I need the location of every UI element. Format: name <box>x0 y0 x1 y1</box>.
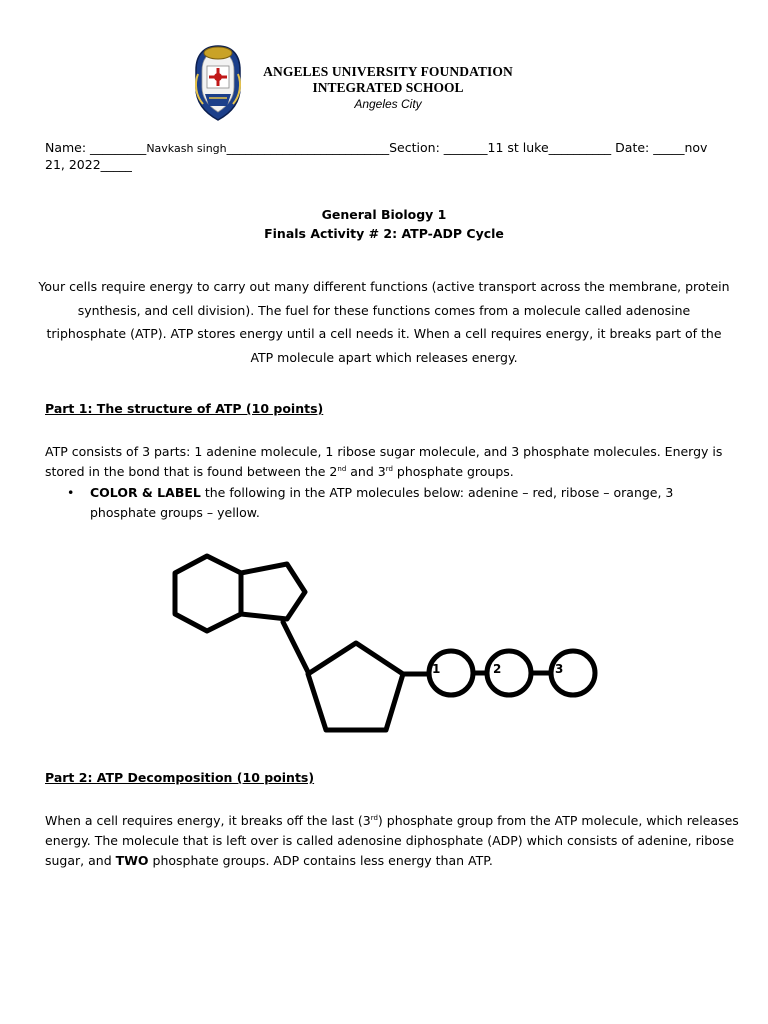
intro-line: triphosphate (ATP). ATP stores energy until a cell needs it. When a cell requires energy, it breaks part of the <box>46 326 722 341</box>
adenine-hexagon <box>175 556 241 631</box>
student-info-line <box>45 140 735 173</box>
atp-molecule-diagram <box>0 540 768 740</box>
part2-paragraph <box>45 811 745 871</box>
date-label: Date: _____ <box>615 140 685 155</box>
activity-title: Finals Activity # 2: ATP-ADP Cycle <box>264 226 504 241</box>
date-value-1: nov <box>684 140 708 155</box>
school-subtitle: INTEGRATED SCHOOL <box>312 80 464 95</box>
section-label: Section: _______ <box>389 140 488 155</box>
bullet-bold-text: COLOR & LABEL <box>90 485 201 500</box>
school-city: Angeles City <box>354 97 422 111</box>
part2-text: phosphate groups. ADP contains less energy than ATP. <box>148 853 493 868</box>
superscript: rd <box>370 814 378 822</box>
part1-text: and 3 <box>346 464 386 479</box>
school-name: ANGELES UNIVERSITY FOUNDATION <box>263 64 513 79</box>
name-trailing: __________________________ <box>226 140 390 155</box>
superscript: nd <box>337 465 347 473</box>
part2-heading: Part 2: ATP Decomposition (10 points) <box>45 770 315 785</box>
name-value: Navkash singh <box>146 142 227 155</box>
adenine-ribose-bond <box>283 622 308 672</box>
bullet-text: the following in the ATP molecules below: adenine – red, ribose – orange, 3 <box>200 485 674 500</box>
part2-bold-text: TWO <box>115 853 149 868</box>
part2-text: sugar, and <box>45 853 116 868</box>
phosphate-label: 2 <box>493 662 502 676</box>
course-title: General Biology 1 <box>321 207 447 222</box>
part1-text: stored in the bond that is found between the 2 <box>45 464 338 479</box>
part2-line <box>45 851 745 871</box>
date-value-2: 21, 2022 <box>45 157 101 172</box>
part1-text: phosphate groups. <box>392 464 514 479</box>
part2-text: ) phosphate group from the ATP molecule, which releases <box>377 813 739 828</box>
section-value: 11 st luke <box>487 140 549 155</box>
intro-line: Your cells require energy to carry out many different functions (active transport across the membrane, protein <box>38 279 730 294</box>
phosphate-label: 1 <box>432 662 441 676</box>
part2-text: When a cell requires energy, it breaks off the last (3 <box>45 813 371 828</box>
part1-bullet <box>45 483 745 523</box>
school-seal-logo <box>193 44 243 122</box>
intro-line: ATP molecule apart which releases energy. <box>250 349 518 365</box>
part1-line: ATP consists of 3 parts: 1 adenine molecule, 1 ribose sugar molecule, and 3 phosphate molecules. Energy is <box>45 444 723 459</box>
adenine-pentagon <box>241 564 305 619</box>
superscript: rd <box>385 465 393 473</box>
part1-heading: Part 1: The structure of ATP (10 points) <box>45 401 324 416</box>
part2-line: energy. The molecule that is left over is called adenosine diphosphate (ADP) which consists of adenine, ribose <box>45 833 735 848</box>
ribose-pentagon <box>308 643 403 730</box>
part1-paragraph <box>45 442 745 482</box>
bullet-dot: • <box>67 485 75 500</box>
date-trailing: _____ <box>100 157 132 172</box>
part1-line <box>45 462 745 482</box>
intro-paragraph <box>20 275 748 369</box>
section-trailing: __________ <box>548 140 612 155</box>
intro-line: synthesis, and cell division). The fuel for these functions comes from a molecule called adenosine <box>77 302 691 318</box>
part2-line <box>45 811 745 831</box>
phosphate-label: 3 <box>555 662 564 676</box>
bullet-text: phosphate groups – yellow. <box>90 505 260 520</box>
name-label: Name: _________ <box>45 140 147 155</box>
bullet-item <box>45 483 745 523</box>
